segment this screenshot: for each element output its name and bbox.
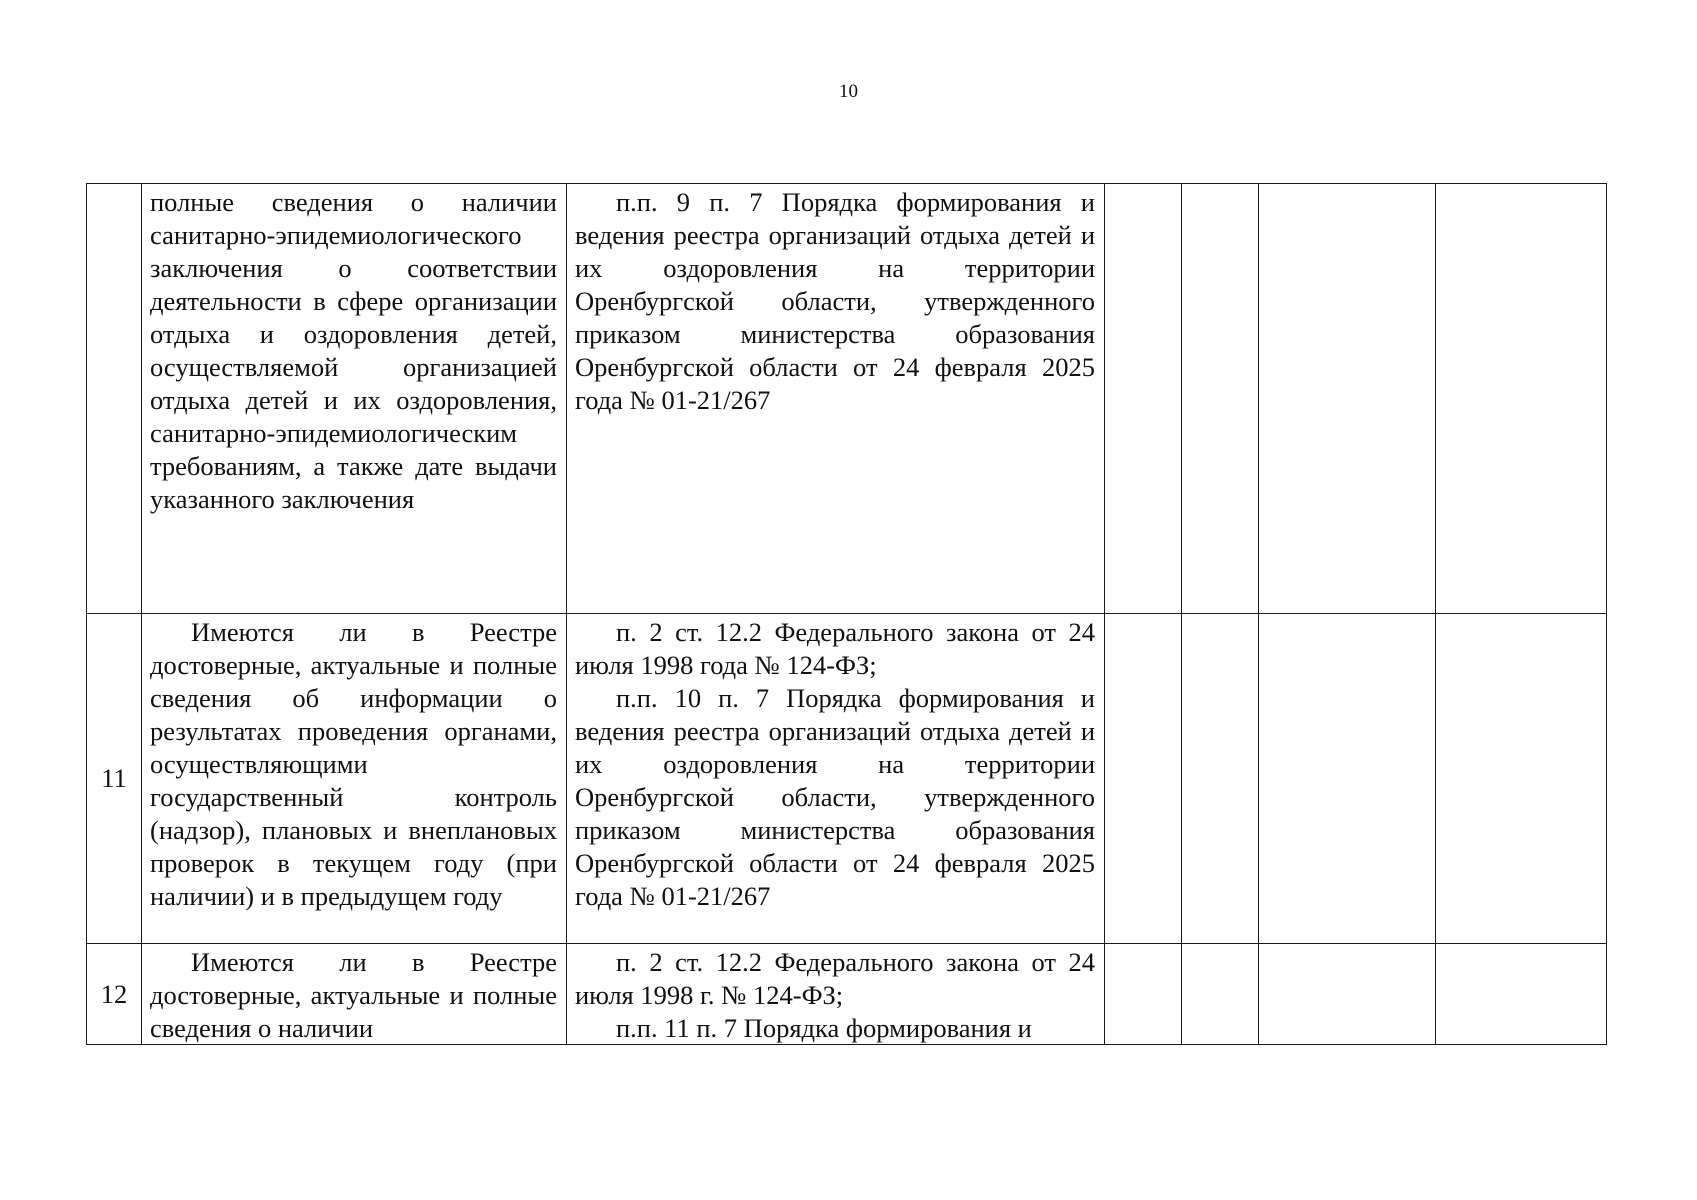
basis-text: п.п. 9 п. 7 Порядка формирования и ведения реестра организаций отдыха детей и их оздоровления на территории Оренбургской области, утвержденного приказом министерства образования Оренбургской области от 24 февраля 2025 года № 01-21/267: [575, 187, 1095, 415]
answer-no-cell: [1182, 614, 1259, 944]
row-number: [87, 184, 142, 614]
answer-yes-cell: [1105, 184, 1182, 614]
table-row: [87, 614, 1607, 944]
basis-cell: [567, 944, 1105, 1045]
question-cell: [142, 614, 567, 944]
question-text: Имеются ли в Реестре достоверные, актуальные и полные сведения о наличии: [150, 947, 557, 1043]
table-row: [87, 184, 1607, 614]
not-applicable-cell: [1259, 944, 1436, 1045]
not-applicable-cell: [1259, 184, 1436, 614]
row-number: 12: [87, 944, 142, 1045]
question-text: полные сведения о наличии санитарно-эпидемиологического заключения о соответствии деятельности в сфере организации отдыха и оздоровления детей, осуществляемой организацией отдыха детей и их оздоровления, санитарно-эпидемиологическим требованиям, а также дате выдачи указанного заключения: [150, 187, 557, 514]
answer-no-cell: [1182, 944, 1259, 1045]
page-number: 10: [839, 81, 858, 102]
basis-text: п. 2 ст. 12.2 Федерального закона от 24 июля 1998 года № 124-ФЗ;: [575, 617, 1095, 680]
answer-no-cell: [1182, 184, 1259, 614]
table-row: [87, 944, 1607, 1045]
note-cell: [1436, 184, 1607, 614]
question-text: Имеются ли в Реестре достоверные, актуальные и полные сведения об информации о результатах проведения органами, осуществляющими государственный контроль (надзор), плановых и внеплановых проверок в текущем году (при наличии) и в предыдущем году: [150, 617, 557, 911]
note-cell: [1436, 944, 1607, 1045]
checklist-table: [86, 183, 1607, 1045]
note-cell: [1436, 614, 1607, 944]
basis-cell: [567, 184, 1105, 614]
basis-text: п. 2 ст. 12.2 Федерального закона от 24 июля 1998 г. № 124-ФЗ;: [575, 947, 1095, 1010]
basis-text: п.п. 11 п. 7 Порядка формирования и: [616, 1013, 1032, 1043]
row-number: 11: [87, 614, 142, 944]
answer-yes-cell: [1105, 944, 1182, 1045]
basis-text: п.п. 10 п. 7 Порядка формирования и ведения реестра организаций отдыха детей и их оздоровления на территории Оренбургской области, утвержденного приказом министерства образования Оренбургской области от 24 февраля 2025 года № 01-21/267: [575, 683, 1095, 911]
basis-cell: [567, 614, 1105, 944]
answer-yes-cell: [1105, 614, 1182, 944]
question-cell: [142, 944, 567, 1045]
not-applicable-cell: [1259, 614, 1436, 944]
question-cell: [142, 184, 567, 614]
